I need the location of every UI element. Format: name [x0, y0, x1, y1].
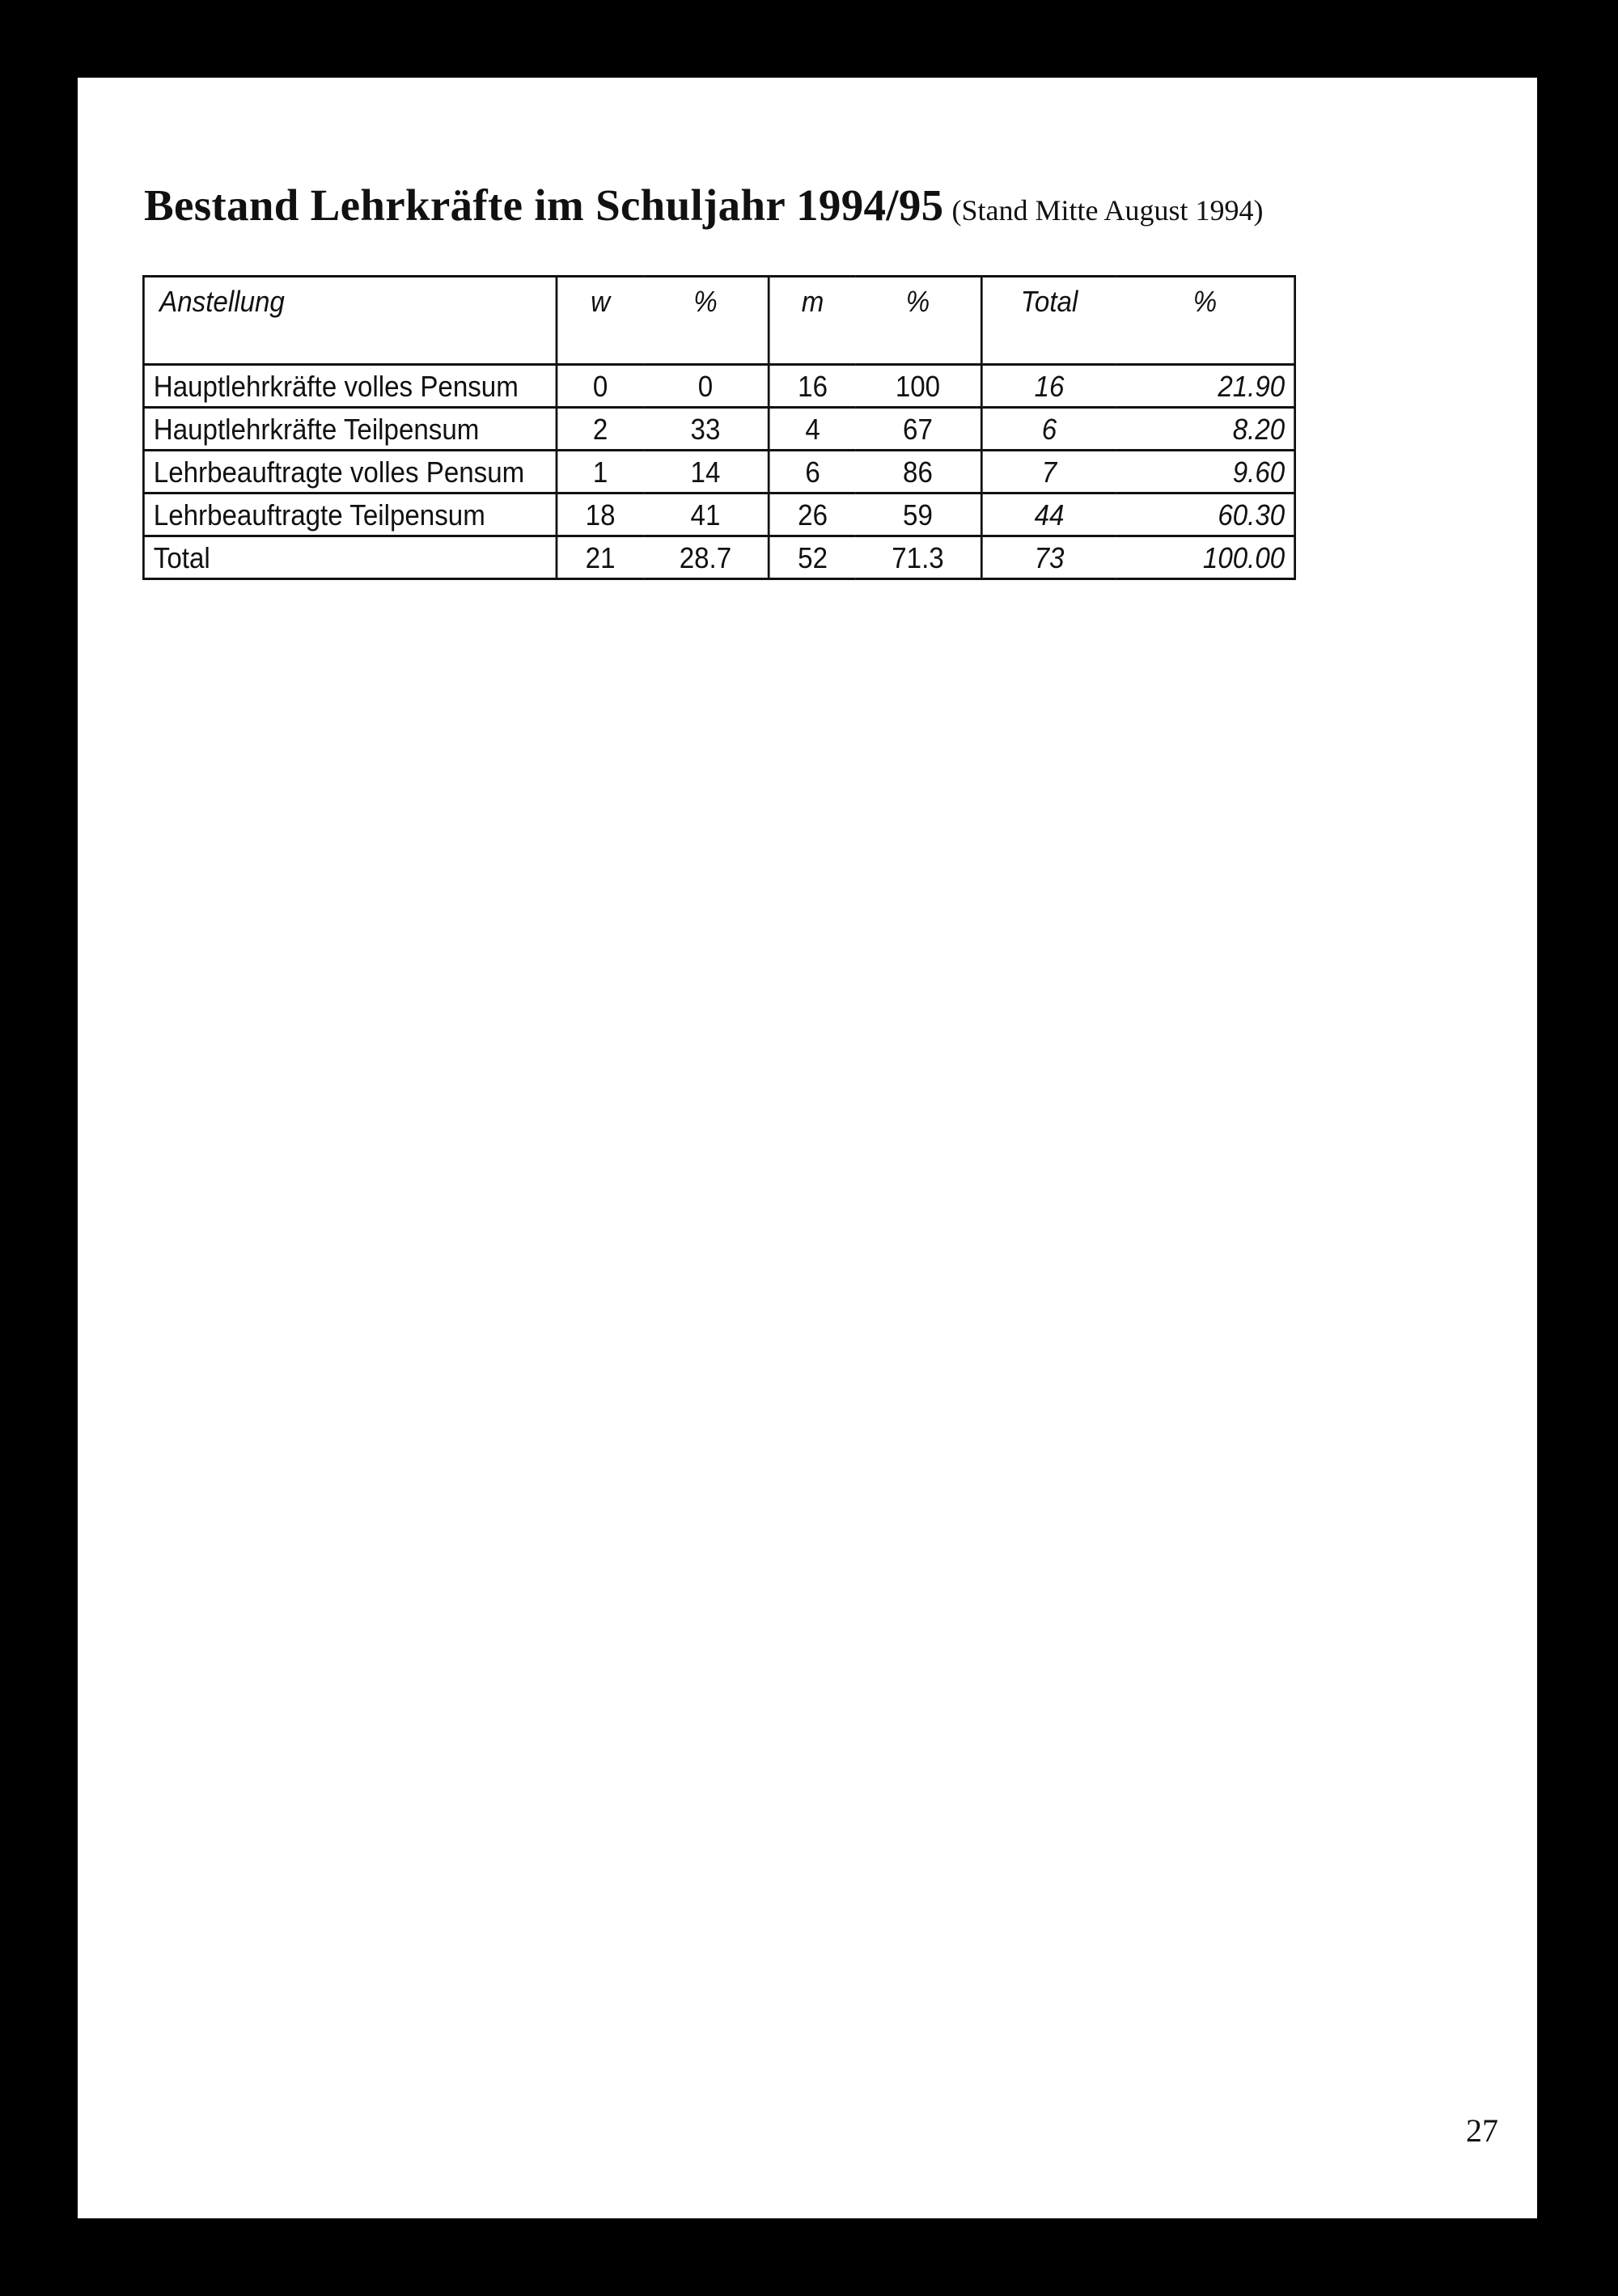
cell-m-percent: 67	[855, 408, 981, 451]
cell-w: 18	[557, 494, 643, 536]
header-total: Total	[981, 277, 1116, 365]
cell-m-percent: 71.3	[855, 536, 981, 579]
cell-total: 73	[981, 536, 1116, 579]
cell-m: 16	[769, 365, 856, 408]
row-label: Lehrbeauftragte Teilpensum	[143, 494, 557, 536]
cell-w-percent: 14	[643, 451, 769, 494]
cell-m: 52	[769, 536, 856, 579]
header-anstellung: Anstellung	[143, 277, 557, 365]
cell-total: 44	[981, 494, 1116, 536]
table-row	[143, 365, 1294, 408]
cell-w: 0	[557, 365, 643, 408]
cell-total-percent: 8.20	[1116, 408, 1295, 451]
row-label: Lehrbeauftragte volles Pensum	[143, 451, 557, 494]
table-header-row	[143, 277, 1294, 365]
header-m-percent: %	[855, 277, 981, 365]
title-main: Bestand Lehrkräfte im Schuljahr 1994/95	[144, 180, 944, 230]
cell-w-percent: 28.7	[643, 536, 769, 579]
header-m: m	[769, 277, 856, 365]
cell-w-percent: 33	[643, 408, 769, 451]
header-total-percent: %	[1116, 277, 1295, 365]
cell-total-percent: 100.00	[1116, 536, 1295, 579]
title-subtitle: (Stand Mitte August 1994)	[951, 194, 1264, 227]
cell-total-percent: 9.60	[1116, 451, 1295, 494]
cell-w-percent: 41	[643, 494, 769, 536]
row-label: Hauptlehrkräfte volles Pensum	[143, 365, 557, 408]
cell-w-percent: 0	[643, 365, 769, 408]
row-label: Hauptlehrkräfte Teilpensum	[143, 408, 557, 451]
cell-w: 1	[557, 451, 643, 494]
cell-total-percent: 21.90	[1116, 365, 1295, 408]
header-w-percent: %	[643, 277, 769, 365]
row-label: Total	[143, 536, 557, 579]
cell-m-percent: 100	[855, 365, 981, 408]
cell-m-percent: 86	[855, 451, 981, 494]
teacher-stock-table	[142, 275, 1296, 580]
cell-m: 26	[769, 494, 856, 536]
cell-w: 21	[557, 536, 643, 579]
page-number: 27	[1466, 2112, 1498, 2149]
header-w: w	[557, 277, 643, 365]
cell-total: 7	[981, 451, 1116, 494]
document-title	[144, 180, 1264, 231]
table-row	[143, 451, 1294, 494]
table-total-row	[143, 536, 1294, 579]
cell-total-percent: 60.30	[1116, 494, 1295, 536]
cell-w: 2	[557, 408, 643, 451]
table-row	[143, 408, 1294, 451]
cell-m: 6	[769, 451, 856, 494]
cell-total: 16	[981, 365, 1116, 408]
cell-m-percent: 59	[855, 494, 981, 536]
table-row	[143, 494, 1294, 536]
cell-m: 4	[769, 408, 856, 451]
cell-total: 6	[981, 408, 1116, 451]
